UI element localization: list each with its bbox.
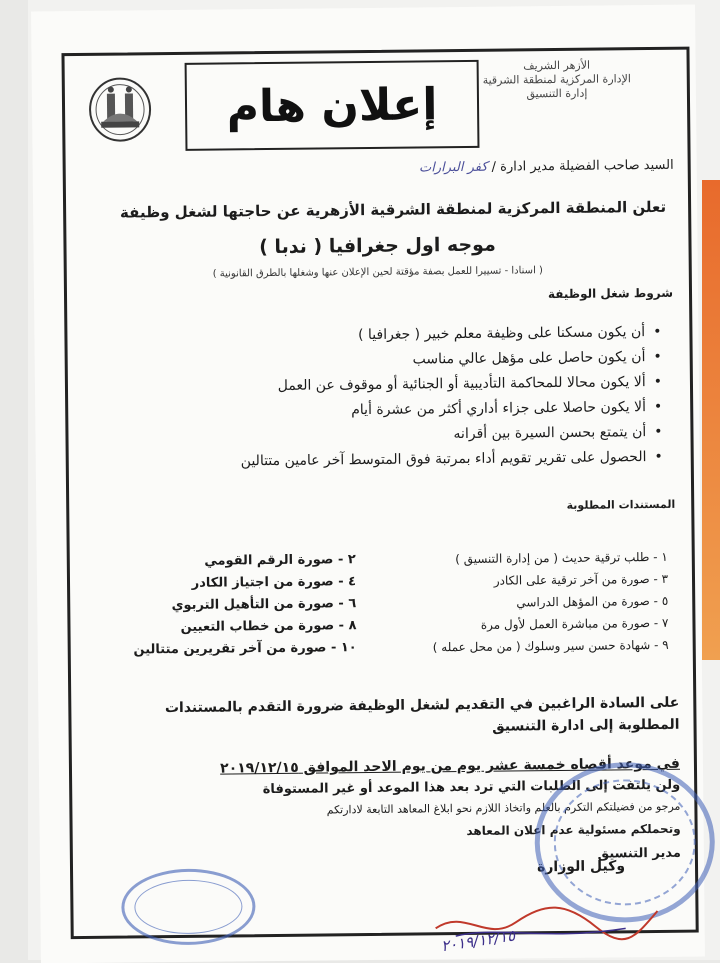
deadline-text: في موعد أقصاه خمسة عشر يوم من يوم الاحد الموافق ٢٠١٩/١٢/١٥ (220, 755, 681, 777)
orange-folder-edge (702, 180, 720, 660)
org-line-2: الإدارة المركزية لمنطقة الشرقية (482, 72, 631, 87)
stamp-inner-ring (553, 779, 696, 906)
job-note: ( اسنادا - تسييرا للعمل بصفة مؤقتة لحين الإعلان عنها وشغلها بالطرق القانونية ) (212, 265, 543, 280)
request-text: مرجو من فضيلتكم التكرم بالعلم واتخاذ اللازم نحو ابلاغ المعاهد التابعة لادارتكم (326, 799, 681, 817)
announcement-title: إعلان هام (226, 78, 438, 132)
org-line-3: إدارة التنسيق (526, 86, 588, 101)
official-oval-stamp (121, 868, 256, 945)
addressee-handwritten-name: كفر البرارات (418, 159, 488, 176)
addressee-line (419, 158, 674, 176)
condition-item: • أن يكون مسكنا على وظيفة معلم خبير ( جغرافيا ) (141, 320, 661, 350)
condition-item: • ألا يكون محالا للمحاكمة التأديبية أو الجنائية أو موقوف عن العمل (142, 370, 662, 400)
document-item: ٣ - صورة من آخر ترقية على الكادر (493, 571, 669, 588)
document-item: ٥ - صورة من المؤهل الدراسي (516, 593, 669, 610)
organization-header (457, 58, 657, 102)
announcement-text: تعلن المنطقة المركزية لمنطقة الشرقية الأزهرية عن حاجتها لشغل وظيفة (119, 197, 667, 222)
condition-item: • أن يتمتع بحسن السيرة بين أقرانه (142, 420, 662, 450)
signature-date: ٢٠١٩/١٢/١٥ (440, 926, 517, 956)
condition-item: • ألا يكون حاصلا على جزاء أداري أكثر من عشرة أيام (142, 395, 662, 425)
org-line-1: الأزهر الشريف (523, 58, 591, 73)
document-item: ١ - طلب ترقية حديث ( من إدارة التنسيق ) (455, 549, 668, 567)
addressee-prefix: السيد صاحب الفضيلة مدير ادارة / (491, 157, 674, 175)
oval-stamp-inner-ring (134, 879, 243, 934)
documents-right-column (368, 546, 669, 659)
condition-item: • أن يكون حاصل على مؤهل عالي مناسب (142, 345, 662, 375)
conditions-heading: شروط شغل الوظيفة (547, 285, 674, 302)
azhar-logo-icon (87, 75, 154, 144)
document-item: ٢ - صورة الرقم القومي (204, 552, 356, 569)
coordination-director-label: مدير التنسيق (597, 845, 681, 862)
document-item: ٧ - صورة من مباشرة العمل لأول مرة (480, 615, 669, 632)
document-item: ٤ - صورة من اجتياز الكادر (191, 574, 357, 591)
document-frame (61, 47, 698, 956)
late-submission-notice: ولن يلتفت إلى الطلبات التي ترد بعد هذا الموعد أو غير المستوفاة (262, 777, 681, 798)
document-item: ٩ - شهادة حسن سير وسلوك ( من محل عمله ) (432, 637, 669, 655)
responsibility-text: وتحملكم مسئولية عدم اعلان المعاهد (466, 821, 681, 838)
documents-left-column (116, 549, 357, 662)
document-item: ٨ - صورة من خطاب التعيين (180, 618, 357, 635)
closing-paragraph: على السادة الراغبين في التقديم لشغل الوظيفة ضرورة التقدم بالمستندات المطلوبة إلى ادارة التنسيق (164, 694, 680, 735)
announcement-title-box (185, 60, 480, 151)
conditions-list (141, 320, 663, 475)
document-page (31, 5, 705, 963)
documents-heading: المستندات المطلوبة (566, 497, 676, 512)
job-title: موجه اول جغرافيا ( ندبا ) (259, 233, 496, 259)
condition-item: • الحصول على تقرير تقويم أداء بمرتبة فوق المتوسط آخر عامين متتالين (143, 445, 663, 475)
document-item: ١٠ - صورة من آخر تقريرين متتالين (133, 640, 357, 658)
deputy-minister-label: وكيل الوزارة (536, 858, 626, 876)
document-item: ٦ - صورة من التأهيل التربوي (171, 596, 357, 614)
